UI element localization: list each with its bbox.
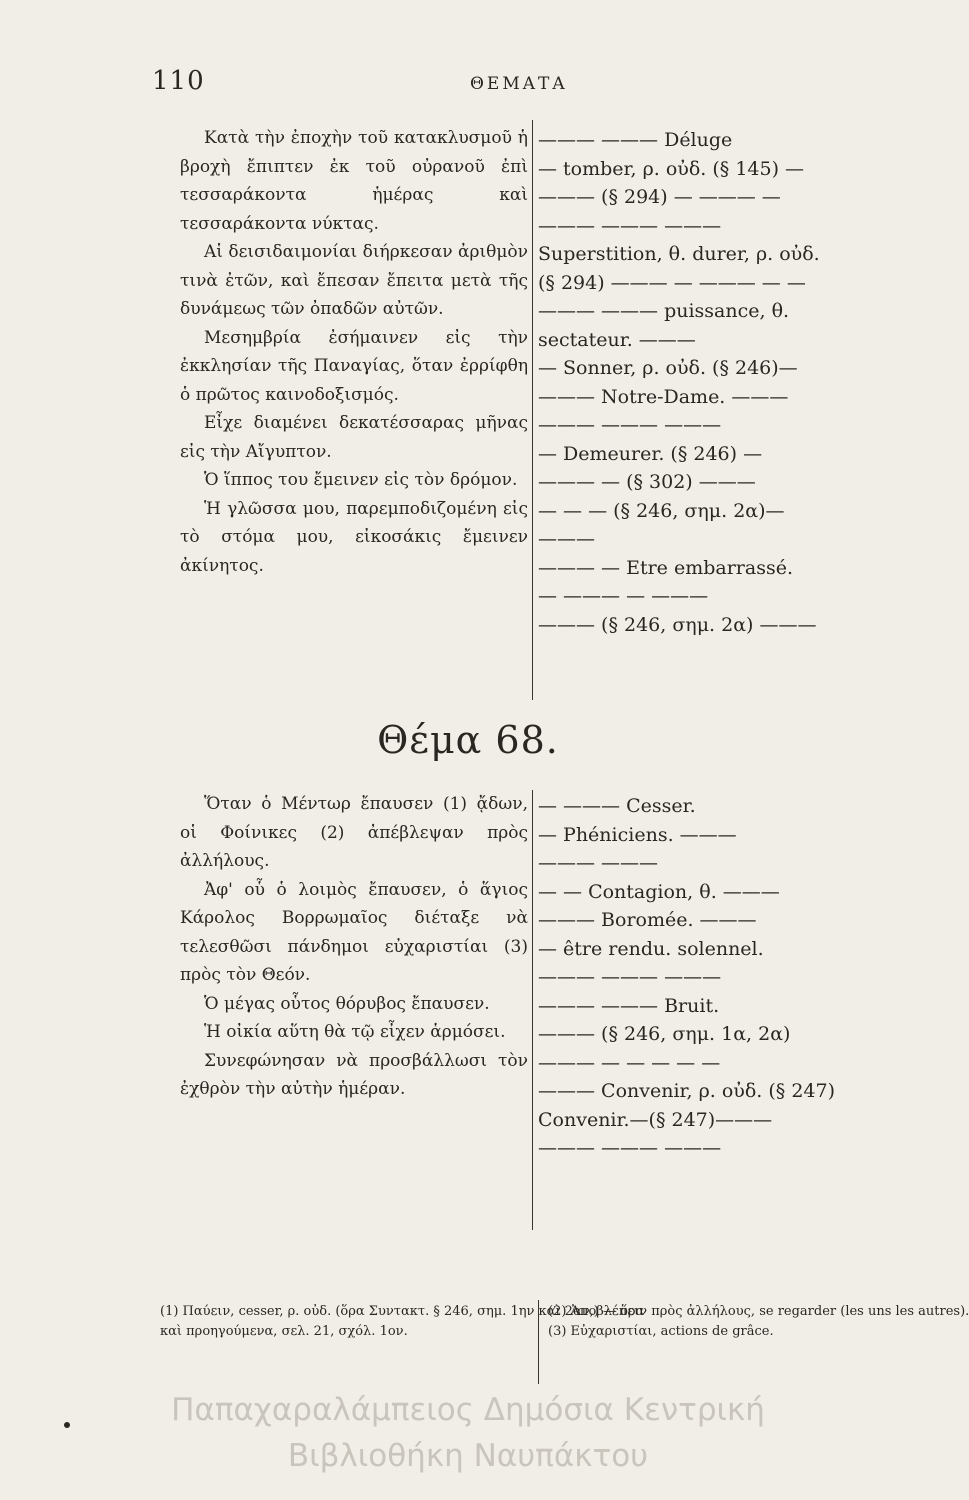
footnote-divider — [538, 1300, 539, 1384]
vocab-line: ——— Boromée. ——— — [538, 909, 757, 931]
greek-paragraph: Εἶχε διαμένει δεκατέσσαρας μῆνας εἰς τὴν Αἴγυπτον. — [180, 413, 528, 462]
vocab-line: ——— ——— Déluge — [538, 129, 733, 151]
vocab-line: ——— ——— — [538, 852, 659, 874]
column-divider — [532, 790, 533, 1230]
greek-paragraph: Συνεφώνησαν νὰ προσβάλλωσι τὸν ἐχθρὸν τὴν αὐτὴν ἡμέραν. — [180, 1050, 528, 1099]
french-vocabulary-section-2 — [538, 792, 918, 1163]
greek-paragraph: Μεσημβρία ἐσήμαινεν εἰς τὴν ἐκκλησίαν τῆς Παναγίας, ὅταν ἐρρίφθη ὁ πρῶτος καινοδοξισμός. — [180, 327, 528, 405]
vocab-line: Superstition, θ. durer, ρ. οὐδ. — [538, 243, 820, 265]
greek-paragraph: Ὁ μέγας οὗτος θόρυβος ἔπαυσεν. — [204, 993, 490, 1014]
column-divider — [532, 120, 533, 700]
footnote: (2) Ἀποβλέπειν πρὸς ἀλλήλους, se regarder (les uns les autres). — [548, 1304, 969, 1319]
page-number: 110 — [152, 66, 205, 96]
library-watermark-line-2: Βιβλιοθήκη Ναυπάκτου — [287, 1438, 649, 1474]
greek-paragraph: Ὅταν ὁ Μέντωρ ἔπαυσεν (1) ᾄδων, οἱ Φοίνικες (2) ἀπέβλεψαν πρὸς ἀλλήλους. — [180, 794, 528, 871]
greek-paragraph: Ἡ οἰκία αὕτη θὰ τῷ εἶχεν ἁρμόσει. — [204, 1022, 506, 1042]
vocab-line: — être rendu. solennel. — [538, 937, 764, 960]
vocab-line: ——— ——— puissance, θ. — [538, 300, 790, 322]
vocab-line: ——— ——— ——— — [538, 966, 722, 988]
theme-title: Θέμα 68. — [377, 718, 559, 762]
vocab-line: — Sonner, ρ. οὐδ. (§ 246)— — [538, 357, 798, 379]
footnotes-left — [160, 1302, 645, 1342]
running-title: ΘΕΜΑΤΑ — [470, 74, 568, 94]
vocab-line: Convenir.—(§ 247)——— — [538, 1108, 773, 1131]
footnote: καὶ προηγούμενα, σελ. 21, σχόλ. 1ον. — [160, 1324, 408, 1339]
vocab-line: — Demeurer. (§ 246) — — [538, 442, 763, 465]
vocab-line: ——— Convenir, ρ. οὐδ. (§ 247) — [538, 1080, 836, 1102]
vocab-line: ——— — — — — — — [538, 1051, 721, 1074]
ink-dot — [64, 1422, 70, 1428]
vocab-line: ——— (§ 294) — ——— — — [538, 186, 781, 208]
library-watermark-line-1: Παπαχαραλάμπειος Δημόσια Κεντρική — [171, 1392, 765, 1428]
vocab-line: ——— ——— ——— — [538, 214, 722, 237]
vocab-line: ——— (§ 246, σημ. 1α, 2α) — [538, 1023, 791, 1045]
greek-text-section-2 — [180, 790, 528, 1104]
vocab-line: ——— Notre-Dame. ——— — [538, 385, 789, 408]
vocab-line: ——— ——— Bruit. — [538, 994, 720, 1017]
vocab-line: sectateur. ——— — [538, 328, 696, 351]
vocab-line: — — Contagion, θ. ——— — [538, 880, 780, 903]
vocab-line: — ——— — ——— — [538, 585, 709, 607]
greek-paragraph: Ἡ γλῶσσα μου, παρεμποδιζομένη εἰς τὸ στόμα μου, εἰκοσάκις ἔμεινεν ἀκίνητος. — [180, 498, 528, 576]
vocab-line: — tomber, ρ. οὐδ. (§ 145) — — [538, 157, 805, 180]
greek-paragraph: Κατὰ τὴν ἐποχὴν τοῦ κατακλυσμοῦ ἡ βροχὴ ἔπιπτεν ἐκ τοῦ οὐρανοῦ ἐπὶ τεσσαράκοντα ἡμέρας καὶ τεσσαράκοντα νύκτας. — [180, 128, 528, 234]
vocab-line: ——— — Etre embarrassé. — [538, 556, 793, 579]
footnotes-right — [548, 1302, 969, 1342]
french-vocabulary-section-1 — [538, 126, 918, 639]
vocab-line: ——— — [538, 528, 595, 550]
vocab-line: ——— ——— ——— — [538, 1137, 722, 1159]
vocab-line: — — — (§ 246, σημ. 2α)— — [538, 499, 785, 522]
footnote: (1) Παύειν, cesser, ρ. οὐδ. (ὅρα Συντακτ. § 246, σημ. 1ην καὶ 2αν,) — ὅρα — [160, 1304, 645, 1319]
vocab-line: ——— (§ 246, σημ. 2α) ——— — [538, 613, 817, 636]
vocab-line: — ——— Cesser. — [538, 795, 696, 817]
vocab-line: ——— — (§ 302) ——— — [538, 471, 756, 493]
footnote: (3) Εὐχαριστίαι, actions de grâce. — [548, 1324, 774, 1339]
greek-paragraph: Ὁ ἵππος του ἔμεινεν εἰς τὸν δρόμον. — [204, 470, 518, 490]
greek-text-section-1 — [180, 124, 528, 580]
vocab-line: — Phéniciens. ——— — [538, 823, 737, 846]
vocab-line: (§ 294) ——— — ——— — — — [538, 271, 806, 294]
greek-paragraph: Ἀφ' οὗ ὁ λοιμὸς ἔπαυσεν, ὁ ἅγιος Κάρολος Βορρωμαῖος διέταξε νὰ τελεσθῶσι πάνδημοι εὐχαριστίαι (3) πρὸς τὸν Θεόν. — [180, 879, 528, 985]
vocab-line: ——— ——— ——— — [538, 414, 722, 436]
greek-paragraph: Αἱ δεισιδαιμονίαι διήρκεσαν ἀριθμὸν τινὰ ἐτῶν, καὶ ἔπεσαν ἔπειτα μετὰ τῆς δυνάμεως τῶν ὀπαδῶν αὐτῶν. — [180, 242, 528, 319]
